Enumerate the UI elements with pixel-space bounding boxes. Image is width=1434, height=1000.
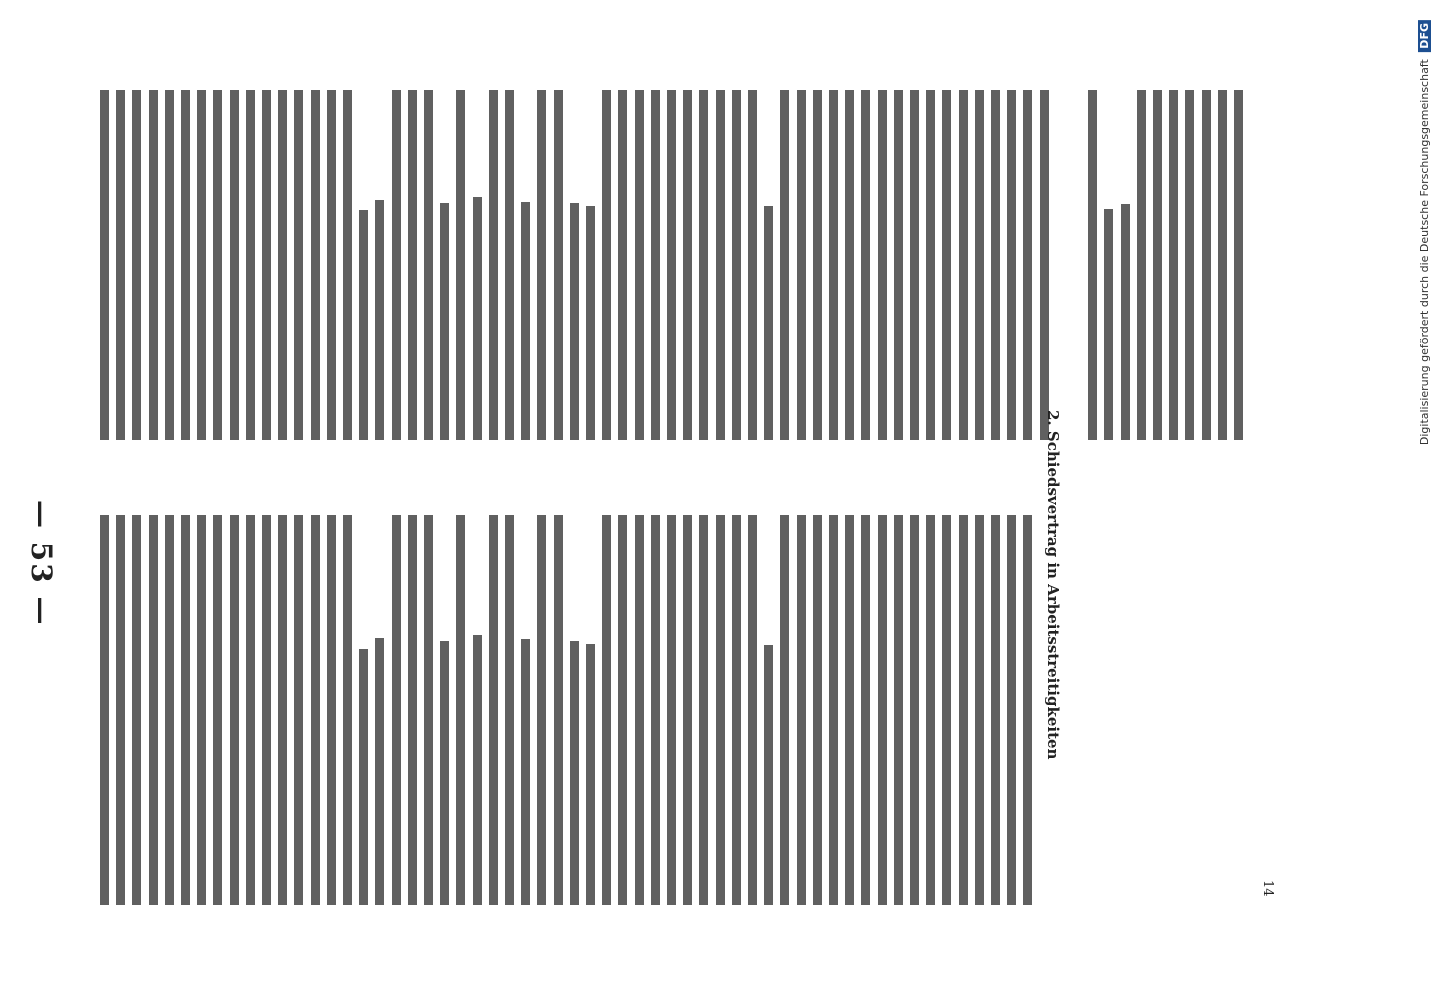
text-line bbox=[489, 90, 498, 440]
text-line bbox=[181, 90, 190, 440]
text-line bbox=[392, 90, 401, 440]
text-line bbox=[392, 515, 401, 905]
text-line bbox=[959, 515, 968, 905]
text-line bbox=[359, 210, 368, 440]
text-line bbox=[797, 90, 806, 440]
text-line bbox=[246, 90, 255, 440]
text-line bbox=[116, 90, 125, 440]
credit-text: Digitalisierung gefördert durch die Deutsche Forschungsgemeinschaft bbox=[1418, 59, 1431, 446]
text-line bbox=[797, 515, 806, 905]
text-line bbox=[748, 515, 757, 905]
text-line bbox=[521, 639, 530, 905]
text-line bbox=[618, 515, 627, 905]
text-line bbox=[1007, 90, 1016, 440]
text-line bbox=[294, 515, 303, 905]
text-line bbox=[359, 649, 368, 905]
text-line bbox=[959, 90, 968, 440]
text-line bbox=[699, 515, 708, 905]
text-line bbox=[343, 515, 352, 905]
text-line bbox=[894, 515, 903, 905]
text-line bbox=[100, 515, 109, 905]
text-line bbox=[165, 515, 174, 905]
text-line bbox=[748, 90, 757, 440]
text-line bbox=[327, 90, 336, 440]
digitization-credit bbox=[1418, 20, 1431, 445]
text-line bbox=[311, 90, 320, 440]
text-line bbox=[780, 90, 789, 440]
text-line bbox=[230, 515, 239, 905]
text-line bbox=[586, 206, 595, 440]
text-line bbox=[942, 90, 951, 440]
text-line bbox=[294, 90, 303, 440]
text-line bbox=[570, 203, 579, 440]
text-line bbox=[440, 641, 449, 905]
text-line bbox=[1153, 90, 1162, 440]
text-line bbox=[408, 90, 417, 440]
text-line bbox=[699, 90, 708, 440]
text-line bbox=[132, 515, 141, 905]
text-line bbox=[813, 90, 822, 440]
text-line bbox=[165, 90, 174, 440]
text-line bbox=[894, 90, 903, 440]
text-line bbox=[197, 90, 206, 440]
text-line bbox=[1137, 90, 1146, 440]
text-line bbox=[537, 90, 546, 440]
text-line bbox=[1218, 90, 1227, 440]
text-line bbox=[132, 90, 141, 440]
text-line bbox=[829, 90, 838, 440]
text-line bbox=[456, 515, 465, 905]
text-line bbox=[100, 90, 109, 440]
text-line bbox=[910, 515, 919, 905]
text-line bbox=[991, 90, 1000, 440]
text-line bbox=[1169, 90, 1178, 440]
text-line bbox=[845, 90, 854, 440]
text-line bbox=[732, 515, 741, 905]
text-line bbox=[942, 515, 951, 905]
text-line bbox=[554, 515, 563, 905]
text-line bbox=[1088, 90, 1097, 440]
text-line bbox=[878, 90, 887, 440]
text-line bbox=[667, 515, 676, 905]
text-line bbox=[213, 90, 222, 440]
text-line bbox=[1007, 515, 1016, 905]
dfg-logo: DFG bbox=[1418, 20, 1431, 52]
text-line bbox=[1023, 90, 1032, 440]
text-line bbox=[262, 515, 271, 905]
text-line bbox=[278, 515, 287, 905]
text-line bbox=[667, 90, 676, 440]
text-line bbox=[1040, 90, 1049, 440]
text-line bbox=[505, 515, 514, 905]
text-line bbox=[213, 515, 222, 905]
text-line bbox=[408, 515, 417, 905]
text-line bbox=[586, 644, 595, 905]
text-line bbox=[926, 90, 935, 440]
text-line bbox=[278, 90, 287, 440]
text-line bbox=[991, 515, 1000, 905]
text-line bbox=[440, 203, 449, 440]
text-line bbox=[861, 515, 870, 905]
text-line bbox=[651, 90, 660, 440]
text-line bbox=[635, 515, 644, 905]
text-line bbox=[732, 90, 741, 440]
text-line bbox=[473, 197, 482, 440]
text-line bbox=[570, 641, 579, 905]
text-line bbox=[149, 90, 158, 440]
text-line bbox=[554, 90, 563, 440]
text-line bbox=[505, 90, 514, 440]
text-line bbox=[602, 515, 611, 905]
text-line bbox=[489, 515, 498, 905]
text-line bbox=[473, 635, 482, 905]
text-line bbox=[780, 515, 789, 905]
text-line bbox=[683, 515, 692, 905]
text-line bbox=[521, 202, 530, 440]
text-line bbox=[1202, 90, 1211, 440]
text-line bbox=[116, 515, 125, 905]
text-line bbox=[424, 90, 433, 440]
text-line bbox=[456, 90, 465, 440]
text-line bbox=[635, 90, 644, 440]
text-line bbox=[845, 515, 854, 905]
text-line bbox=[829, 515, 838, 905]
text-line bbox=[1023, 515, 1032, 905]
text-line bbox=[262, 90, 271, 440]
text-line bbox=[311, 515, 320, 905]
text-line bbox=[1185, 90, 1194, 440]
text-line bbox=[716, 515, 725, 905]
page-number: — 53 — bbox=[25, 500, 58, 627]
text-line bbox=[149, 515, 158, 905]
text-line bbox=[375, 200, 384, 440]
text-line bbox=[1121, 204, 1130, 440]
text-line bbox=[764, 645, 773, 905]
text-line bbox=[764, 206, 773, 440]
text-line bbox=[537, 515, 546, 905]
text-line bbox=[683, 90, 692, 440]
text-line bbox=[861, 90, 870, 440]
text-line bbox=[327, 515, 336, 905]
text-line bbox=[424, 515, 433, 905]
text-line bbox=[375, 638, 384, 905]
text-line bbox=[910, 90, 919, 440]
section-heading: 2. Schiedsvertrag in Arbeitsstreitigkeiten bbox=[1044, 410, 1062, 760]
text-line bbox=[926, 515, 935, 905]
text-line bbox=[1104, 209, 1113, 440]
text-line bbox=[197, 515, 206, 905]
text-line bbox=[813, 515, 822, 905]
text-line bbox=[878, 515, 887, 905]
text-line bbox=[651, 515, 660, 905]
footer-number: 14 bbox=[1260, 880, 1275, 897]
text-line bbox=[975, 515, 984, 905]
text-line bbox=[181, 515, 190, 905]
text-line bbox=[618, 90, 627, 440]
text-line bbox=[1234, 90, 1243, 440]
text-line bbox=[230, 90, 239, 440]
text-line bbox=[246, 515, 255, 905]
text-line bbox=[343, 90, 352, 440]
text-line bbox=[716, 90, 725, 440]
text-line bbox=[602, 90, 611, 440]
text-line bbox=[975, 90, 984, 440]
